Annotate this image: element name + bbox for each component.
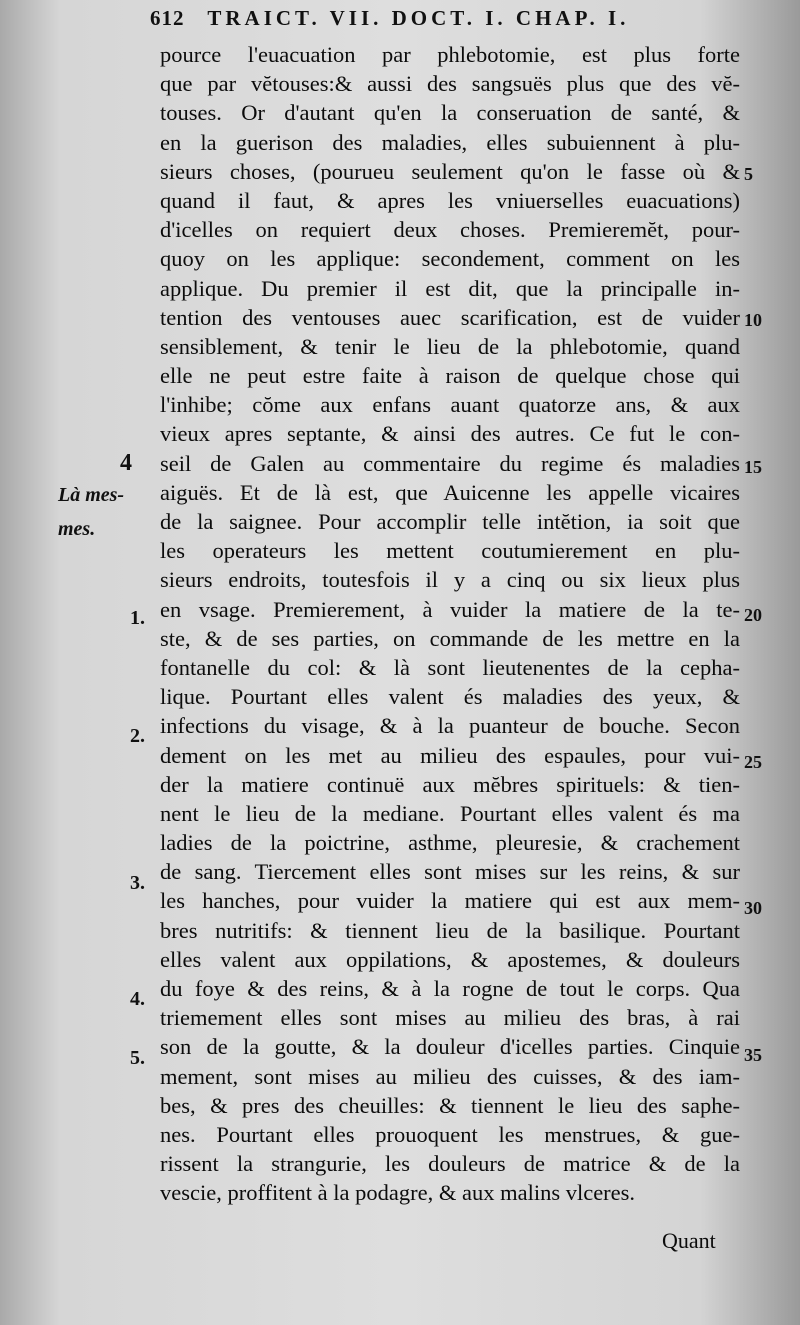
text-line: nent le lieu de la mediane. Pourtant elles valent és ma xyxy=(160,800,740,826)
text-line: ste, & de ses parties, on commande de les mettre en la xyxy=(160,625,740,651)
text-line: bes, & pres des cheuilles: & tiennent le lieu des saphe- xyxy=(160,1092,740,1118)
text-line: en la guerison des maladies, elles subuiennent à plu- xyxy=(160,129,740,155)
side-note-line: Là mes- xyxy=(58,484,125,506)
line-number: 30 xyxy=(744,898,762,918)
text-line: fontanelle du col: & là sont lieutenentes de la cepha- xyxy=(160,654,740,680)
line-number: 15 xyxy=(744,457,762,477)
text-line: sieurs choses, (pourueu seulement qu'on le fasse où & xyxy=(160,158,740,184)
margin-glyph: 4 xyxy=(120,450,132,476)
line-number: 25 xyxy=(744,752,762,772)
line-number: 5 xyxy=(744,164,753,184)
text-line: son de la goutte, & la douleur d'icelles parties. Cinquie xyxy=(160,1034,740,1060)
text-line: applique. Du premier il est dit, que la principalle in- xyxy=(160,275,740,301)
text-line: en vsage. Premierement, à vuider la matiere de la te- xyxy=(160,596,740,622)
body-text xyxy=(160,40,740,1208)
text-line: aiguës. Et de là est, que Auicenne les appelle vicaires xyxy=(160,479,740,505)
text-line: tention des ventouses auec scarification, est de vuider xyxy=(160,304,740,330)
line-number: 20 xyxy=(744,605,762,625)
text-line: elle ne peut estre faite à raison de quelque chose qui xyxy=(160,363,740,389)
text-line: les operateurs les mettent coutumierement en plu- xyxy=(160,538,740,564)
margin-number: 1. xyxy=(130,607,145,629)
running-header xyxy=(150,6,790,36)
text-line: les hanches, pour vuider la matiere qui est aux mem- xyxy=(160,888,740,914)
text-line: seil de Galen au commentaire du regime és maladies xyxy=(160,450,740,476)
catchword: Quant xyxy=(662,1228,716,1253)
text-line: quoy on les applique: secondement, comment on les xyxy=(160,246,740,272)
text-line: d'icelles on requiert deux choses. Premieremĕt, pour- xyxy=(160,217,740,243)
text-line: du foye & des reins, & à la rogne de tout le corps. Qua xyxy=(160,976,740,1001)
text-line: ladies de la poictrine, asthme, pleuresie, & crachement xyxy=(160,830,740,856)
text-line: mement, sont mises au milieu des cuisses, & des iam- xyxy=(160,1063,740,1089)
text-line: der la matiere continuë aux mĕbres spirituels: & tien- xyxy=(160,771,740,797)
text-line: vescie, proffitent à la podagre, & aux malins vlceres. xyxy=(160,1180,636,1206)
text-line: de sang. Tiercement elles sont mises sur les reins, & sur xyxy=(160,859,740,885)
margin-number: 2. xyxy=(130,725,145,747)
margin-number: 4. xyxy=(130,988,145,1010)
page-number: 612 xyxy=(150,6,185,30)
text-line: nes. Pourtant elles prouoquent les menstrues, & gue- xyxy=(160,1121,740,1147)
text-line: elles valent aux oppilations, & apostemes, & douleurs xyxy=(160,946,740,972)
text-line: vieux apres septante, & ainsi des autres. Ce fut le con- xyxy=(160,421,740,447)
line-number: 35 xyxy=(744,1045,762,1065)
text-line: infections du visage, & à la puanteur de bouche. Secon xyxy=(160,713,740,739)
text-line: quand il faut, & apres les vniuerselles euacuations) xyxy=(160,187,740,213)
text-line: touses. Or d'autant qu'en la conseruation de santé, & xyxy=(160,100,740,126)
text-line: de la saignee. Pour accomplir telle intĕtion, ia soit que xyxy=(160,509,740,534)
text-line: bres nutritifs: & tiennent lieu de la basilique. Pourtant xyxy=(160,917,740,943)
text-line: rissent la strangurie, les douleurs de matrice & de la xyxy=(160,1151,740,1177)
running-title: TRAICT. VII. DOCT. I. CHAP. I. xyxy=(207,6,630,30)
line-number: 10 xyxy=(744,310,762,330)
text-line: que par vĕtouses:& aussi des sangsuës plus que des vĕ- xyxy=(160,71,740,97)
text-line: dement on les met au milieu des espaules, pour vui- xyxy=(160,742,740,768)
text-line: lique. Pourtant elles valent és maladies des yeux, & xyxy=(160,684,740,710)
text-line: l'inhibe; cŏme aux enfans auant quatorze ans, & aux xyxy=(160,392,740,418)
text-line: sieurs endroits, toutesfois il y a cinq ou six lieux plus xyxy=(160,567,740,593)
text-line: sensiblement, & tenir le lieu de la phlebotomie, quand xyxy=(160,333,740,359)
text-line: pource l'euacuation par phlebotomie, est plus forte xyxy=(160,42,740,67)
margin-number: 3. xyxy=(130,872,145,894)
side-note-line: mes. xyxy=(58,518,96,540)
text-line: triemement elles sont mises au milieu des bras, à rai xyxy=(160,1005,740,1031)
margin-number: 5. xyxy=(130,1047,145,1069)
